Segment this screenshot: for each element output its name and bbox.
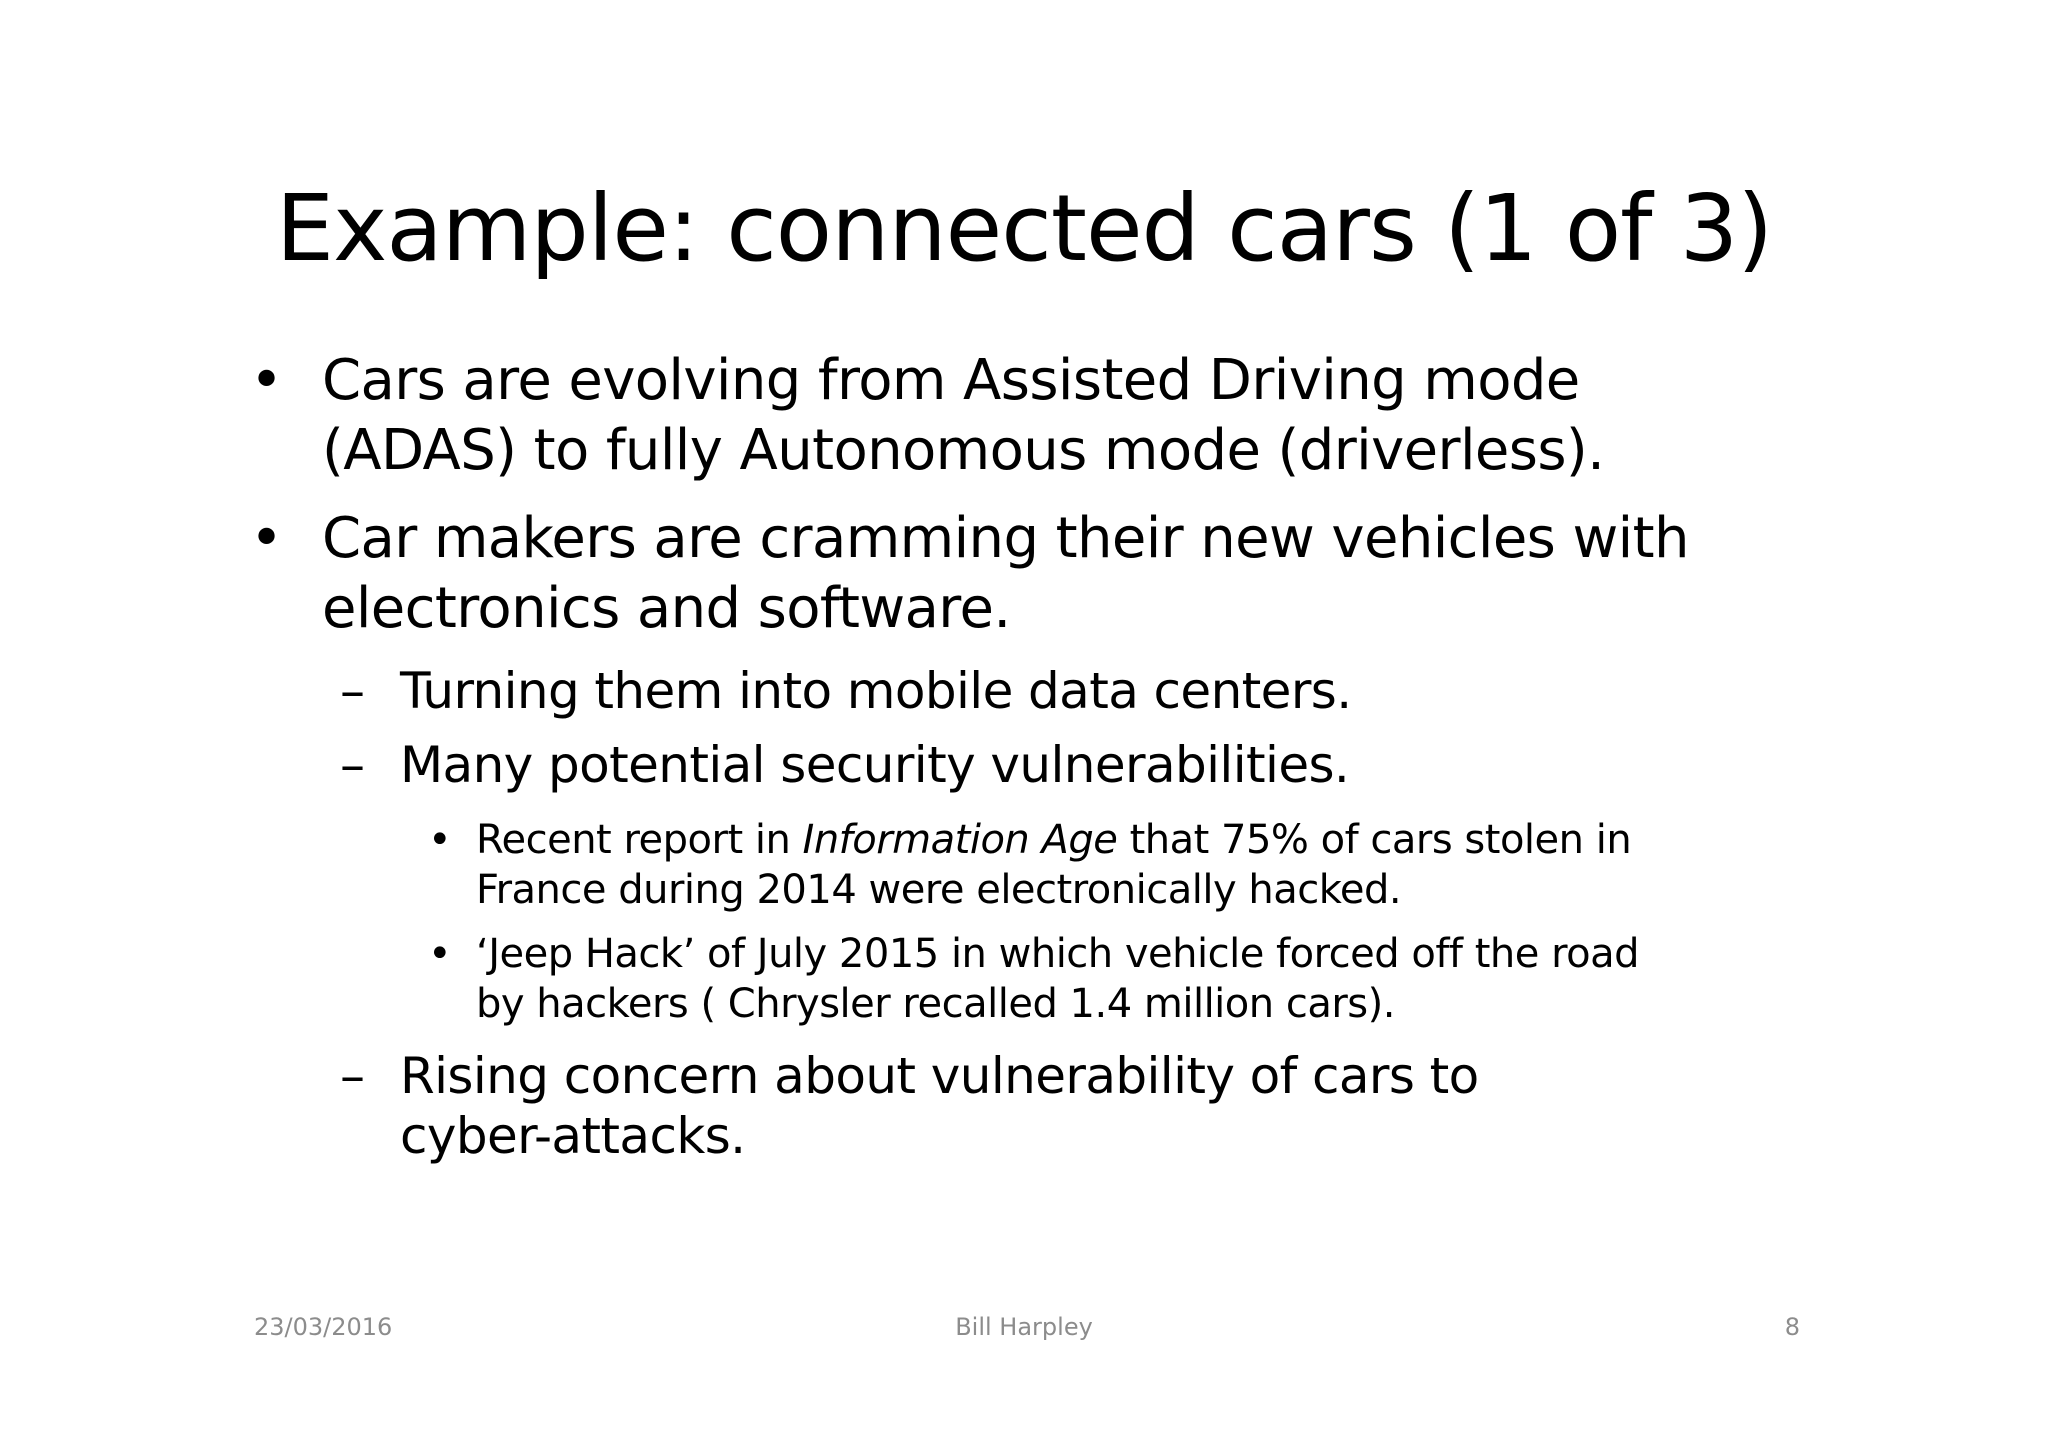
dash-icon: – xyxy=(340,662,365,720)
bullet-icon: • xyxy=(428,931,452,977)
sub-sub-item-text: ‘Jeep Hack’ of July 2015 in which vehicle forced off the road xyxy=(476,931,1640,977)
bullet-icon: • xyxy=(428,817,452,863)
sub-sub-item-text xyxy=(476,814,1631,866)
bullet-icon: • xyxy=(250,348,284,413)
sub-item-text: Turning them into mobile data centers. xyxy=(400,662,1352,720)
bullet-text-line: electronics and software. xyxy=(322,576,1011,641)
sub-sub-item-text: by hackers ( Chrysler recalled 1.4 million cars). xyxy=(476,981,1395,1027)
sub-item-text: cyber-attacks. xyxy=(400,1107,746,1165)
dash-icon: – xyxy=(340,736,365,794)
sub-sub-item-text: France during 2014 were electronically hacked. xyxy=(476,867,1402,913)
bullet-text-line: (ADAS) to fully Autonomous mode (driverless). xyxy=(322,418,1605,483)
sub-item-text: Many potential security vulnerabilities. xyxy=(400,736,1350,794)
publication-name: Information Age xyxy=(802,817,1118,863)
slide-title: Example: connected cars (1 of 3) xyxy=(275,175,1773,282)
bullet-text-line: Cars are evolving from Assisted Driving mode xyxy=(322,348,1580,413)
bullet-text-line: Car makers are cramming their new vehicles with xyxy=(322,506,1689,571)
footer-author: Bill Harpley xyxy=(955,1313,1093,1341)
footer-date: 23/03/2016 xyxy=(254,1313,393,1341)
footer-page-number: 8 xyxy=(1784,1313,1800,1341)
dash-icon: – xyxy=(340,1047,365,1105)
text-run: Recent report in xyxy=(476,817,803,863)
text-run: that 75% of cars stolen in xyxy=(1117,817,1632,863)
sub-item-text: Rising concern about vulnerability of cars to xyxy=(400,1047,1479,1105)
bullet-icon: • xyxy=(250,506,284,571)
